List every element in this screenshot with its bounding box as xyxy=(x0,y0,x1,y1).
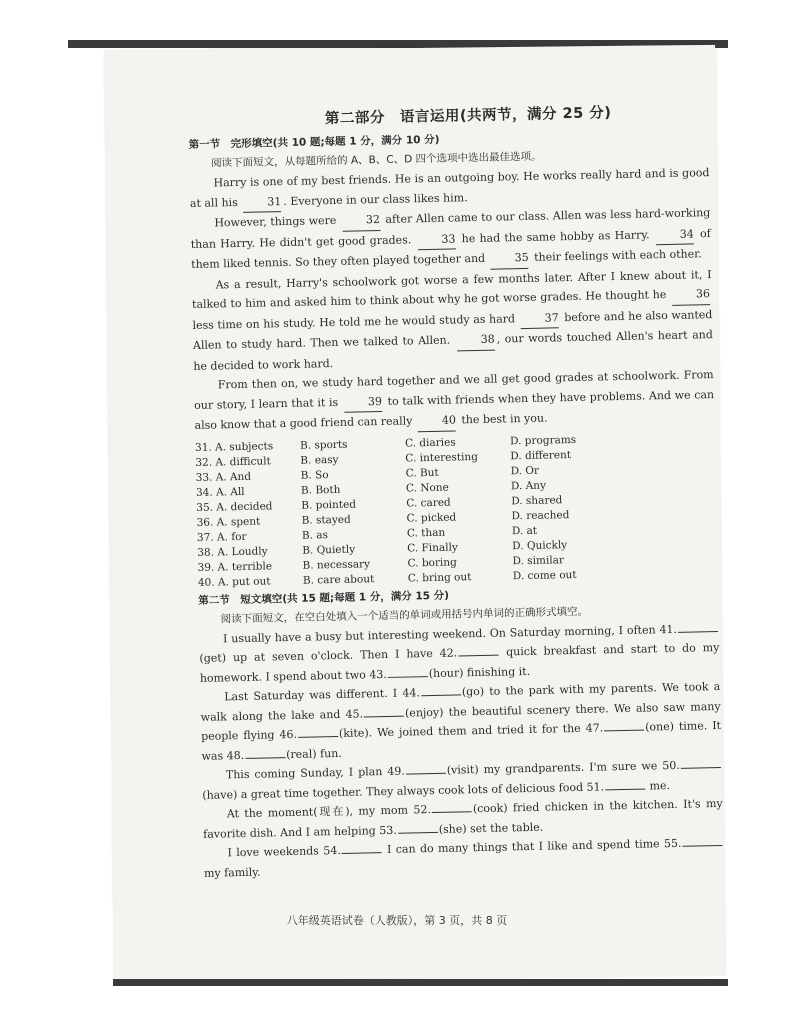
answer-blank[interactable]: 34 xyxy=(656,224,694,245)
option-choice: B. easy xyxy=(300,453,339,467)
answer-blank[interactable] xyxy=(398,831,438,833)
answer-blank[interactable]: 33 xyxy=(417,229,455,250)
part-title: 第二部分 语言运用(共两节，满分 25 分) xyxy=(324,105,612,128)
option-choice: D. Or xyxy=(510,464,540,478)
answer-blank[interactable] xyxy=(678,631,718,633)
fill-in-passage xyxy=(199,618,724,882)
passage-paragraph: Harry is one of my best friends. He is an outgoing boy. He works really hard and is good at all his 31 . Everyone in our class likes him. xyxy=(189,163,710,214)
option-choice: D. reached xyxy=(511,509,570,523)
option-choice: B. pointed xyxy=(301,498,357,512)
option-choice: 34. A. All xyxy=(195,485,245,499)
option-choice: C. than xyxy=(406,526,446,540)
answer-blank[interactable] xyxy=(605,788,645,790)
option-choice: B. So xyxy=(300,469,329,482)
option-choice: D. come out xyxy=(512,568,577,583)
option-choice: D. at xyxy=(511,524,538,538)
passage-paragraph: This coming Sunday, I plan 49. (visit) my grandparents. I'm sure we 50.(have) a great time together. They always cook lots of delicious food 51. me. xyxy=(202,755,723,805)
section1-instruction: 阅读下面短文，从每题所给的 A、B、C、D 四个选项中选出最佳选项。 xyxy=(211,150,542,170)
answer-blank[interactable] xyxy=(432,811,472,813)
option-choice: D. Any xyxy=(510,479,547,493)
option-choice: D. programs xyxy=(509,433,577,448)
answer-blank[interactable]: 32 xyxy=(342,210,380,231)
answer-blank[interactable] xyxy=(458,655,498,657)
option-choice: 40. A. put out xyxy=(197,575,271,589)
options-table xyxy=(195,432,618,591)
answer-blank[interactable] xyxy=(298,736,338,738)
option-choice: D. Quickly xyxy=(512,539,568,553)
option-choice: C. boring xyxy=(407,556,457,570)
option-choice: C. bring out xyxy=(407,571,472,585)
exam-content xyxy=(188,99,724,883)
answer-blank[interactable]: 35 xyxy=(490,248,528,269)
answer-blank[interactable] xyxy=(388,676,428,678)
option-choice: D. similar xyxy=(512,554,565,568)
option-choice: 31. A. subjects xyxy=(194,440,274,454)
cloze-passage xyxy=(189,163,714,436)
answer-blank[interactable] xyxy=(604,730,644,732)
option-choice: B. Both xyxy=(300,483,341,497)
answer-blank[interactable] xyxy=(421,694,461,696)
passage-paragraph: I usually have a busy but interesting weekend. On Saturday morning, I often 41.(get) up at seven o'clock. Then I have 42. quick breakfast and start to do my homework. I spend about two 43. (hour) finishing it. xyxy=(199,622,720,685)
option-choice: B. Quietly xyxy=(302,543,356,557)
option-choice: 36. A. spent xyxy=(196,515,261,529)
answer-blank[interactable] xyxy=(342,852,382,854)
option-choice: B. care about xyxy=(302,573,375,587)
passage-paragraph: From then on, we study hard together and we all get good grades at schoolwork. From our story, I learn that it is 39 to talk with friends when they have problems. And we can also know that a good friend can really 40 the best in you. xyxy=(194,368,715,432)
option-choice: C. interesting xyxy=(405,451,479,465)
option-choice: 37. A. for xyxy=(196,530,247,544)
passage-paragraph: However, things were 32 after Allen came to our class. Allen was less hard-working than Harry. He didn't get good grades. 33 he had the same hobby as Harry. 34 of them liked tennis. So they often played together and 35 their feelings with each other. xyxy=(190,206,711,271)
passage-paragraph: As a result, Harry's schoolwork got worse a few months later. After I knew about it, I talked to him and asked him to think about why he got worse grades. He thought he 36 less time on his study. He told me he would study as hard 37 before and he also wanted Allen to study hard. Then we talked to Allen. 38 , our words touched Allen's heart and he decided to work hard. xyxy=(191,267,713,373)
option-choice: B. stayed xyxy=(301,513,351,527)
answer-blank[interactable] xyxy=(683,845,723,847)
passage-paragraph: At the moment(现在), my mom 52. (cook) fried chicken in the kitchen. It's my favorite dish. And I am helping 53. (she) set the table. xyxy=(203,796,723,841)
answer-blank[interactable]: 38 xyxy=(456,330,494,351)
answer-blank[interactable] xyxy=(245,757,285,759)
answer-blank[interactable]: 39 xyxy=(344,392,382,413)
answer-blank[interactable] xyxy=(681,767,721,769)
option-choice: 38. A. Loudly xyxy=(197,545,268,559)
option-choice: C. picked xyxy=(406,511,457,525)
passage-paragraph: Last Saturday was different. I 44. (go) to the park with my parents. We took a walk along the lake and 45. (enjoy) the beautiful scenery there. We also saw many people flying 46. (kite). We joined them and tried it for the 47. (one) time. It was 48. (real) fun. xyxy=(200,679,722,763)
answer-blank[interactable]: 31 xyxy=(243,192,281,213)
section2-title: 第二节 短文填空(共 15 题;每题 1 分，满分 15 分) xyxy=(198,589,450,607)
section2-instruction: 阅读下面短文，在空白处填入一个适当的单词或用括号内单词的正确形式填空。 xyxy=(220,605,589,625)
option-choice: C. None xyxy=(405,481,449,495)
option-choice: C. Finally xyxy=(407,541,459,555)
option-choice: D. different xyxy=(510,449,572,463)
option-choice: D. shared xyxy=(511,494,563,508)
option-choice: B. as xyxy=(301,529,329,542)
answer-blank[interactable] xyxy=(364,715,404,717)
answer-blank[interactable]: 37 xyxy=(520,308,558,329)
option-choice: 39. A. terrible xyxy=(197,560,273,574)
option-choice: B. sports xyxy=(299,438,348,452)
answer-blank[interactable]: 40 xyxy=(418,410,456,431)
bottom-border xyxy=(113,979,728,986)
passage-paragraph: I love weekends 54. I can do many things that I like and spend time 55. my family. xyxy=(203,833,724,883)
option-choice: 33. A. And xyxy=(195,470,252,484)
option-choice: C. cared xyxy=(406,496,451,510)
option-choice: 32. A. difficult xyxy=(195,455,271,469)
section1-title: 第一节 完形填空(共 10 题;每题 1 分，满分 10 分) xyxy=(188,133,440,151)
answer-blank[interactable]: 36 xyxy=(672,284,710,305)
page-footer: 八年级英语试卷（人教版），第 3 页，共 8 页 xyxy=(286,914,508,927)
option-choice: B. necessary xyxy=(302,558,371,572)
option-choice: C. diaries xyxy=(404,436,456,450)
option-choice: C. But xyxy=(405,466,439,480)
answer-blank[interactable] xyxy=(406,773,446,775)
option-choice: 35. A. decided xyxy=(196,500,273,514)
